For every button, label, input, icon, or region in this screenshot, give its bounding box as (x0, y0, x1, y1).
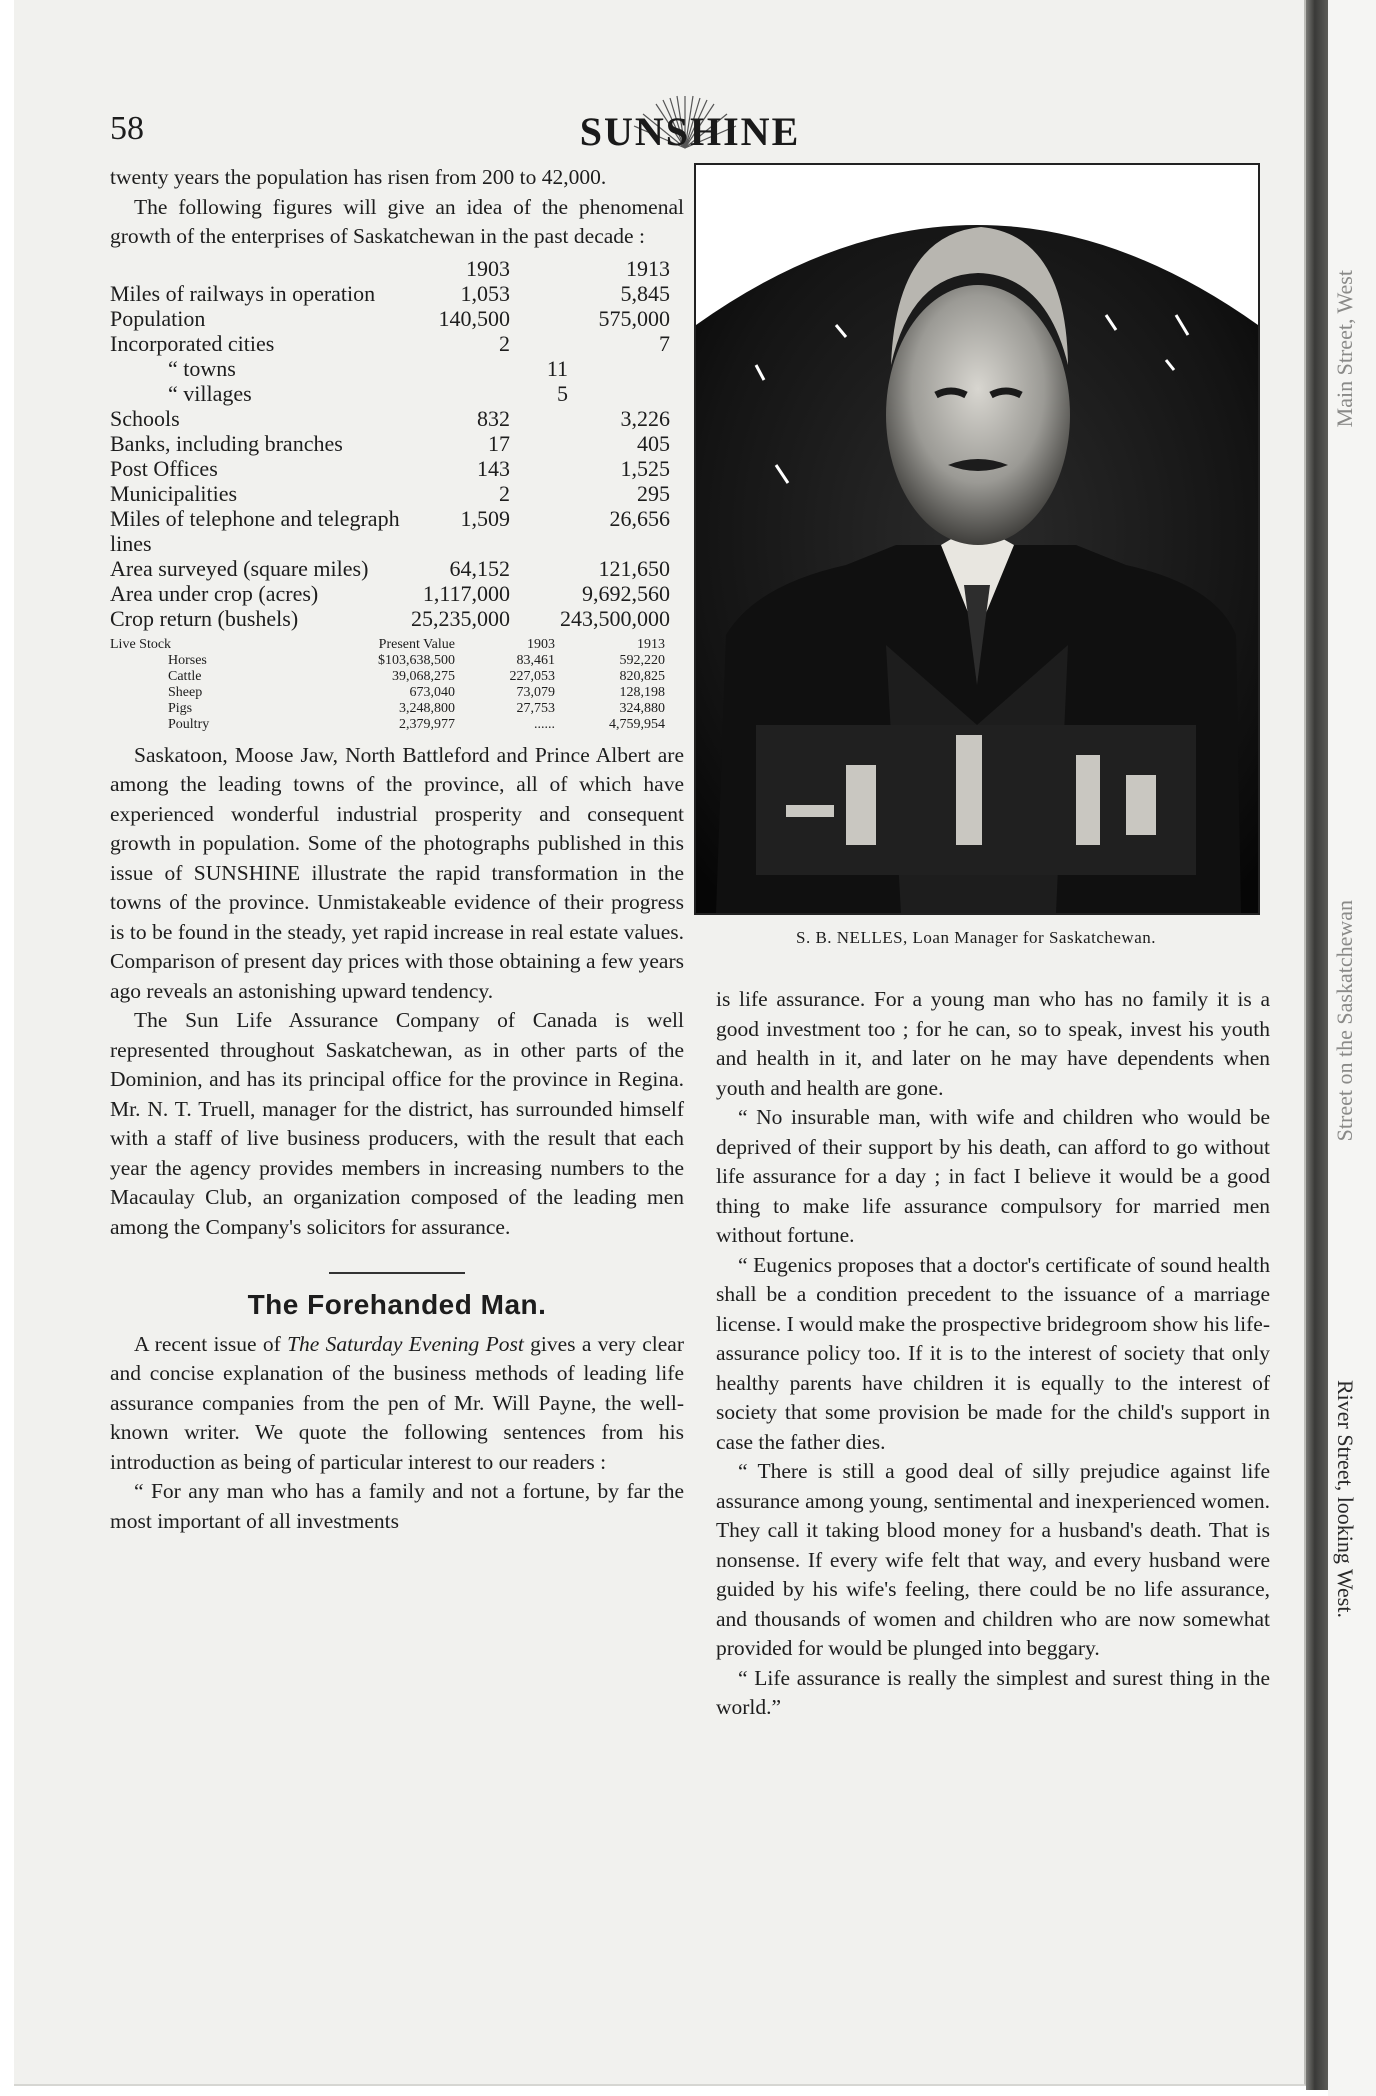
stats-row (110, 456, 684, 481)
stats-row (110, 556, 684, 581)
stats-value-1913: 243,500,000 (560, 605, 670, 631)
livestock-col-stock: Live Stock (110, 636, 172, 652)
stats-row-label: Post Offices (110, 455, 218, 481)
photo-caption: S. B. NELLES, Loan Manager for Saskatchewan. (795, 928, 1157, 947)
publication-name: The Saturday Evening Post (287, 1331, 524, 1356)
right-column (716, 985, 1270, 1723)
livestock-1913: 324,880 (619, 700, 665, 716)
stats-value-1903: 11 (546, 355, 568, 381)
page-number: 58 (110, 110, 144, 147)
right-paragraph-5: “ Life assurance is really the simplest and surest thing in the world.” (716, 1665, 1270, 1719)
stats-row (110, 431, 684, 456)
stats-value-1903: 2 (499, 330, 510, 356)
stats-row-label: Area under crop (acres) (110, 580, 319, 606)
portrait-photo (694, 163, 1260, 915)
stats-value-1913: 121,650 (598, 555, 670, 581)
livestock-table (110, 637, 684, 733)
stats-col-1903: 1903 (466, 255, 510, 281)
masthead-title: SUNSHINE (579, 109, 801, 154)
stats-value-1903: 1,117,000 (422, 580, 510, 606)
livestock-1913: 592,220 (619, 652, 665, 668)
stats-row-label: “ villages (168, 380, 252, 406)
growth-statistics-table (110, 256, 684, 631)
livestock-name: Horses (168, 652, 207, 668)
stats-value-1903: 140,500 (438, 305, 510, 331)
livestock-name: Cattle (168, 668, 202, 684)
stats-row-label: Schools (110, 405, 180, 431)
stats-row (110, 581, 684, 606)
stats-row (110, 281, 684, 306)
towns-paragraph: Saskatoon, Moose Jaw, North Battleford and Prince Albert are among the leading towns of the province, all of which have experienced wonderful industrial prosperity and consequent growth in population. Some of the photographs published in this issue of SUNSHINE illustrate the rapid transformation in the towns of the province. Unmistakeable evidence of their progress is to be found in the steady, yet rapid increase in real estate values. Comparison of present day prices with those obtaining a few years ago reveals an astonishing upward tendency. (110, 742, 684, 1003)
livestock-name: Sheep (168, 684, 203, 700)
livestock-1903: 27,753 (516, 700, 555, 716)
stats-header-row (110, 256, 684, 281)
article-paragraph-2: “ For any man who has a family and not a fortune, by far the most important of all investments (110, 1479, 684, 1533)
livestock-value: $103,638,500 (378, 652, 455, 668)
stats-row (110, 606, 684, 631)
right-paragraph-2: “ No insurable man, with wife and children who would be deprived of their support by his death, can afford to go without life assurance for a day ; in fact I believe it would be a good thing to make life assurance compulsory for married men without fortune. (716, 1105, 1270, 1247)
livestock-1903: 73,079 (516, 684, 555, 700)
livestock-1913: 4,759,954 (609, 716, 665, 732)
stats-row-label: Incorporated cities (110, 330, 275, 356)
livestock-row (110, 653, 684, 669)
facing-page-caption-middle: Street on the Saskatchewan (1332, 900, 1357, 1142)
livestock-value: 673,040 (409, 684, 455, 700)
livestock-name: Pigs (168, 700, 193, 716)
stats-value-1903: 25,235,000 (411, 605, 510, 631)
stats-col-1913: 1913 (626, 255, 670, 281)
stats-value-1903: 5 (557, 380, 568, 406)
livestock-header-row (110, 637, 684, 653)
article-title: The Forehanded Man. (247, 1289, 547, 1320)
stats-value-1903: 143 (477, 455, 510, 481)
stats-row-label: Population (110, 305, 206, 331)
livestock-value: 2,379,977 (399, 716, 455, 732)
livestock-col-1913: 1913 (637, 636, 665, 652)
stats-value-1913: 7 (659, 330, 670, 356)
stats-row (110, 481, 684, 506)
livestock-value: 39,068,275 (392, 668, 455, 684)
livestock-row (110, 669, 684, 685)
facing-page-caption-bottom: River Street, looking West. (1333, 1380, 1358, 1618)
livestock-1913: 128,198 (619, 684, 665, 700)
stats-row (110, 506, 684, 556)
intro-paragraph-2: The following figures will give an idea of the phenomenal growth of the enterprises of Saskatchewan in the past decade : (110, 194, 684, 248)
stats-row-label: Miles of telephone and telegraph lines (110, 505, 400, 556)
stats-value-1903: 1,509 (460, 505, 510, 531)
livestock-1913: 820,825 (619, 668, 665, 684)
stats-value-1913: 575,000 (598, 305, 670, 331)
stats-row-label: Miles of railways in operation (110, 280, 376, 306)
livestock-col-1903: 1903 (527, 636, 555, 652)
stats-value-1903: 17 (488, 430, 510, 456)
sun-life-paragraph: The Sun Life Assurance Company of Canada is well represented throughout Saskatchewan, as in other parts of the Dominion, and has its principal office for the province in Regina. Mr. N. T. Truell, manager for the district, has surrounded himself with a staff of live business producers, with the result that each year the agency provides members in increasing numbers to the Macaulay Club, an organization composed of the leading men among the Company's solicitors for assurance. (110, 1008, 684, 1239)
stats-value-1913: 9,692,560 (582, 580, 670, 606)
stats-row-label: Municipalities (110, 480, 238, 506)
livestock-row (110, 685, 684, 701)
stats-row-label: Crop return (bushels) (110, 605, 299, 631)
portrait-image (696, 165, 1258, 913)
stats-row (110, 331, 684, 356)
stats-value-1913: 295 (637, 480, 670, 506)
stats-row (110, 306, 684, 331)
section-divider (329, 1272, 465, 1274)
livestock-row (110, 701, 684, 717)
stats-value-1913: 26,656 (609, 505, 670, 531)
stats-value-1913: 3,226 (620, 405, 670, 431)
livestock-col-value: Present Value (378, 636, 455, 652)
stats-row-label: Area surveyed (square miles) (110, 555, 369, 581)
intro-paragraph-1: twenty years the population has risen from 200 to 42,000. (110, 165, 607, 189)
stats-row (110, 356, 684, 381)
article-paragraph-1: A recent issue of The Saturday Evening Post gives a very clear and concise explanation of the business methods of leading life assurance companies from the pen of Mr. Will Payne, the well-known writer. We quote the following sentences from his introduction as being of particular interest to our readers : (110, 1331, 684, 1474)
stats-row-label: Banks, including branches (110, 430, 343, 456)
page-spine-shadow (1306, 0, 1328, 2090)
stats-value-1903: 1,053 (460, 280, 510, 306)
stats-value-1903: 64,152 (449, 555, 510, 581)
livestock-name: Poultry (168, 716, 210, 732)
stats-value-1903: 2 (499, 480, 510, 506)
livestock-1903: 83,461 (516, 652, 555, 668)
livestock-value: 3,248,800 (399, 700, 455, 716)
stats-value-1913: 1,525 (620, 455, 670, 481)
stats-value-1913: 405 (637, 430, 670, 456)
stats-value-1913: 5,845 (620, 280, 670, 306)
facing-page-caption-top: Main Street, West (1332, 270, 1357, 428)
livestock-1903: 227,053 (509, 668, 555, 684)
masthead (540, 100, 840, 160)
stats-row (110, 406, 684, 431)
stats-value-1903: 832 (477, 405, 510, 431)
right-paragraph-3: “ Eugenics proposes that a doctor's certificate of sound health shall be a condition precedent to the issuance of a marriage license. I would make the prospective bridegroom show his life-assurance policy too. If it is to the interest of society that only healthy parents have children it is equally to the interest of society that some provision be made for the child's support in case the father dies. (716, 1252, 1270, 1454)
stats-row-label: “ towns (168, 355, 236, 381)
livestock-1903: ...... (534, 716, 555, 732)
stats-row (110, 381, 684, 406)
right-paragraph-4: “ There is still a good deal of silly prejudice against life assurance among young, sentimental and inexperienced women. They call it taking blood money for a husband's death. That is nonsense. If every wife felt that way, and every husband were guided by his wife's feeling, there could be no life assurance, and thousands of women and children who are now somewhat provided for would be plunged into beggary. (716, 1459, 1270, 1660)
right-paragraph-1: is life assurance. For a young man who has no family it is a good investment too ; for he can, so to speak, invest his youth and health in it, and later on he may have dependents when youth and health are gone. (716, 987, 1270, 1100)
livestock-row (110, 717, 684, 733)
left-column (110, 163, 684, 1536)
